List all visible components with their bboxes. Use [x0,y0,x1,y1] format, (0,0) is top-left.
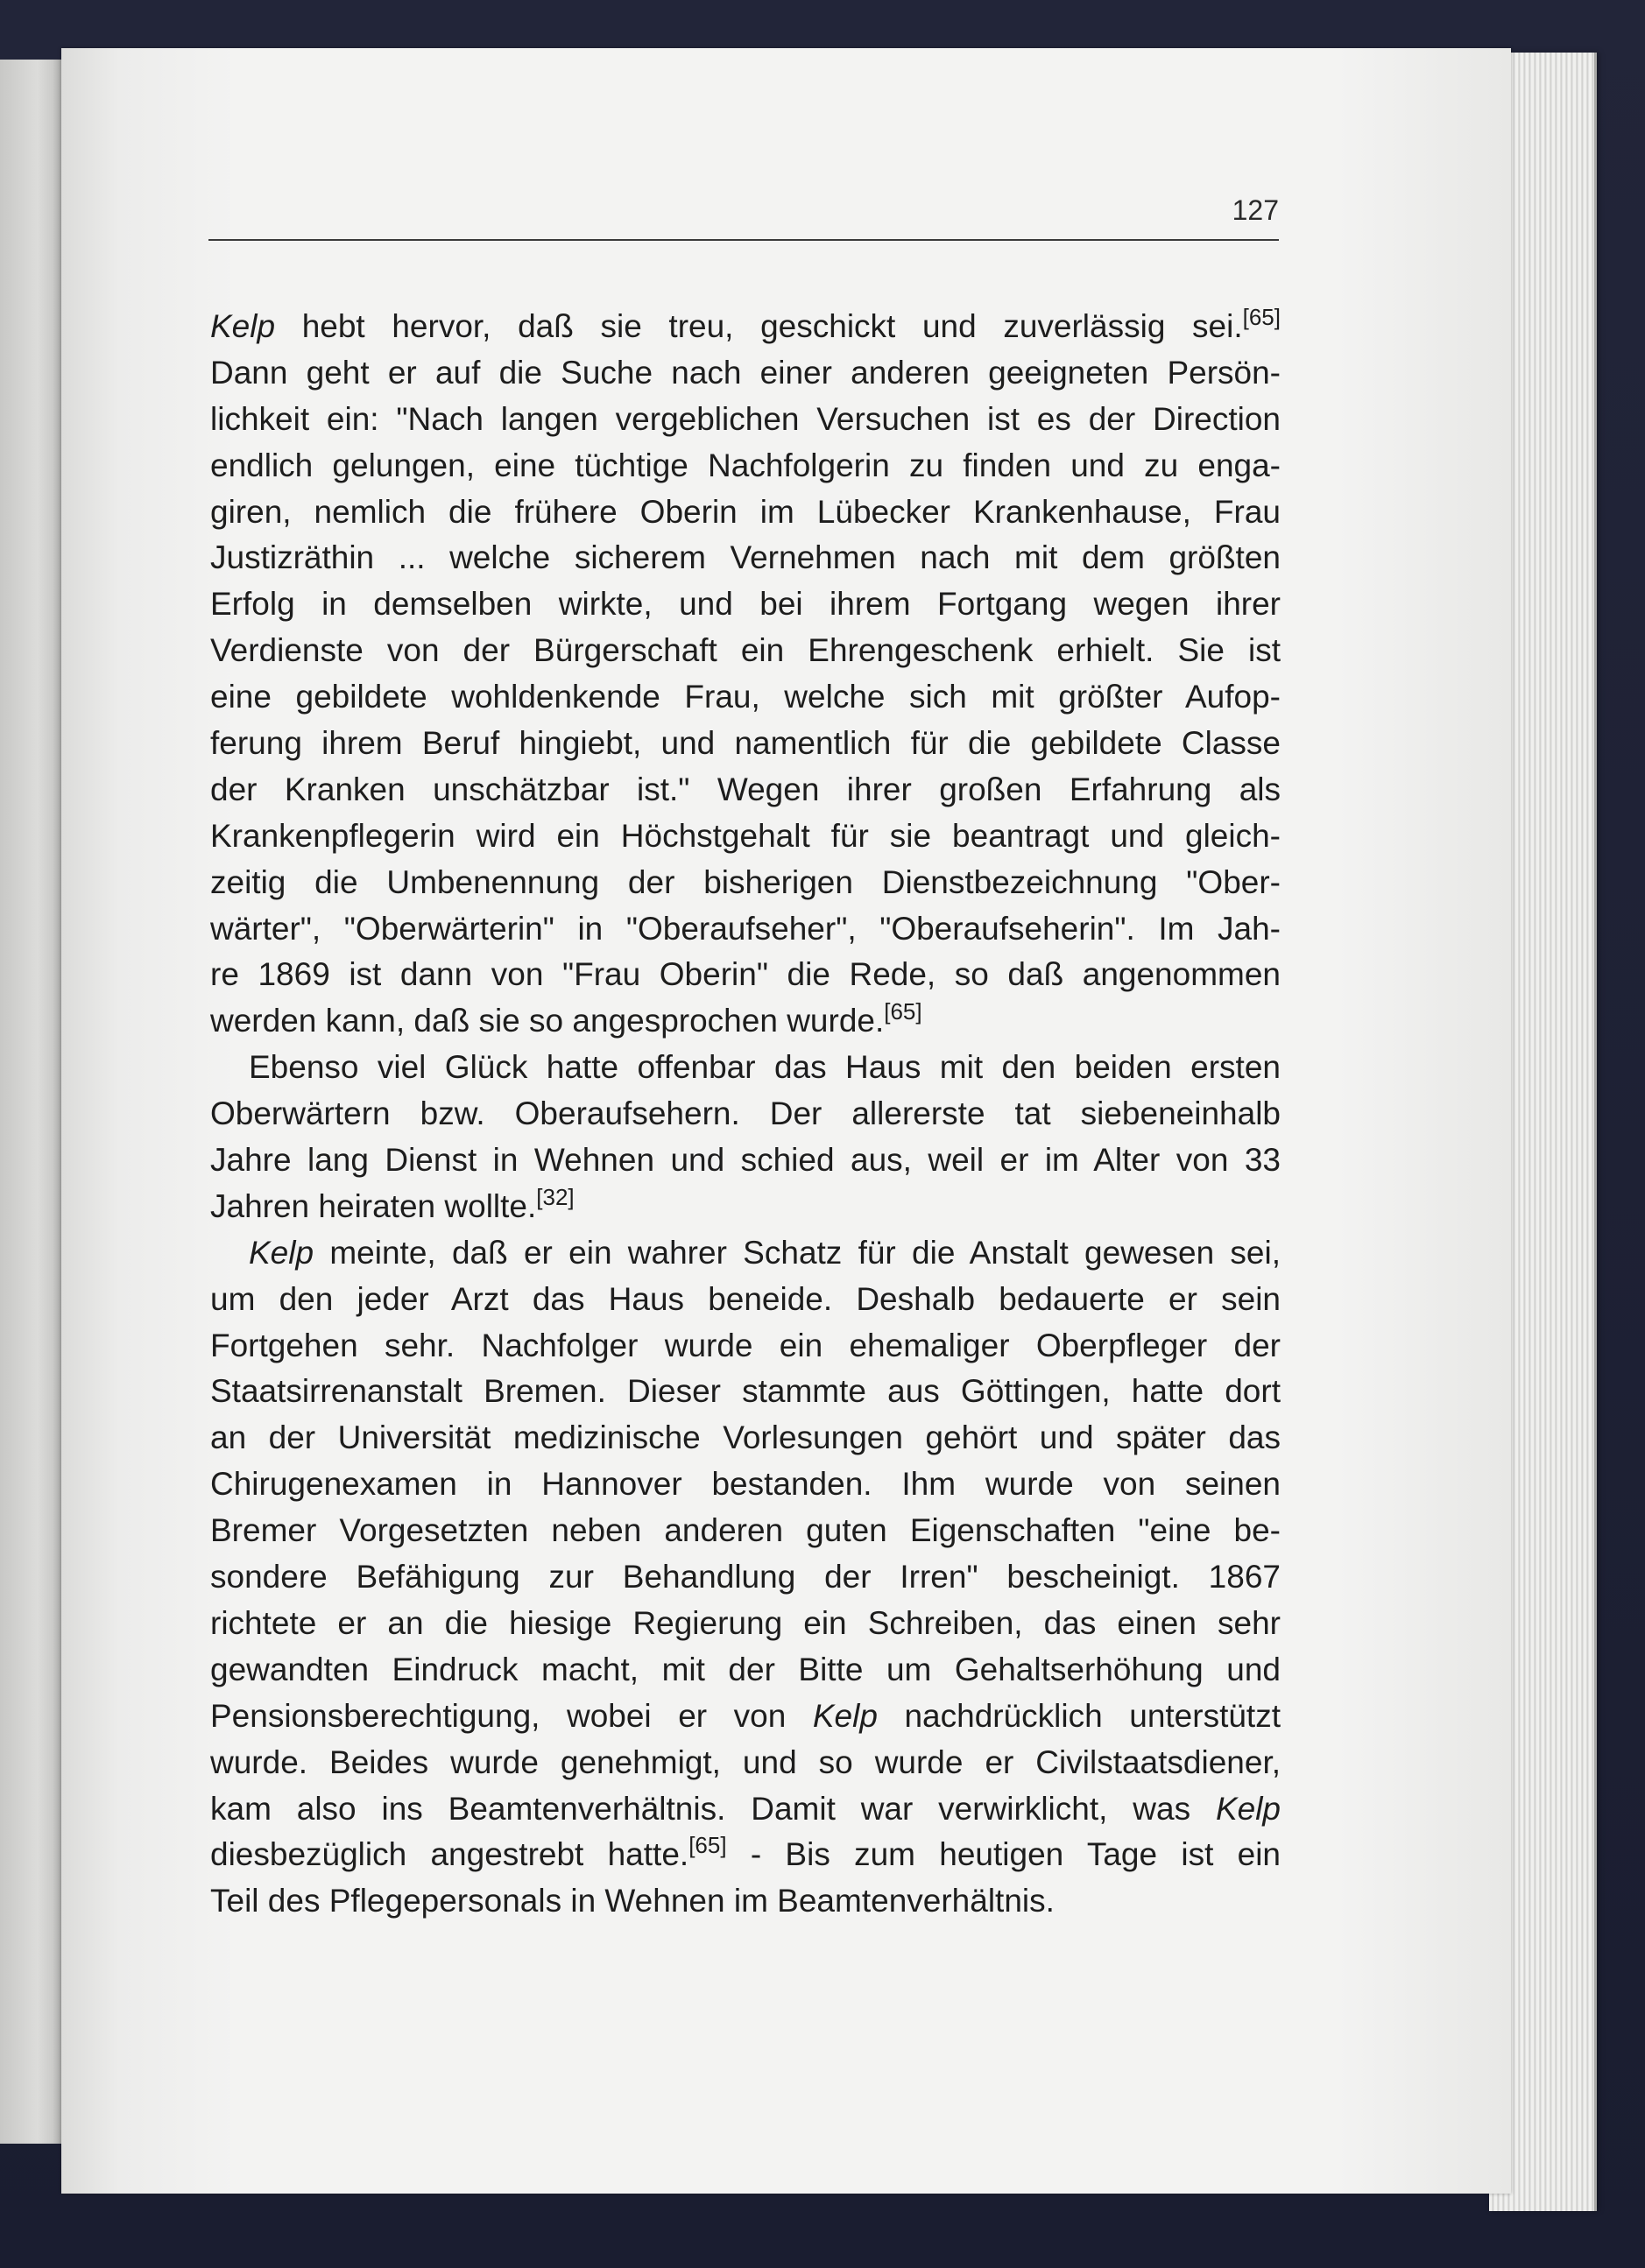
citation-ref: [65] [1242,304,1281,330]
text-span: Dann geht er auf die Suche nach einer anderen geeigneten Persön- [210,354,1281,391]
text-line [210,304,1281,350]
text-span: an der Universität medizinische Vorlesungen gehört und später das [210,1419,1281,1456]
text-line [210,1415,1281,1462]
text-line [210,443,1281,490]
text-line [210,952,1281,998]
text-line [210,674,1281,721]
text-span: Verdienste von der Bürgerschaft ein Ehrengeschenk erhielt. Sie ist [210,632,1281,669]
text-span: lichkeit ein: "Nach langen vergeblichen Versuchen ist es der Direction [210,400,1281,437]
text-span: Jahre lang Dienst in Wehnen und schied aus, weil er im Alter von 33 [210,1142,1281,1179]
text-span: werden kann, daß sie so angesprochen wurde. [210,1003,885,1039]
text-span: Pensionsberechtigung, wobei er von [210,1697,813,1734]
body-text [210,304,1281,1925]
text-span: Teil des Pflegepersonals in Wehnen im Beamtenverhältnis. [210,1883,1055,1919]
text-line [210,628,1281,674]
text-line [210,1601,1281,1647]
text-span: Staatsirrenanstalt Bremen. Dieser stammte aus Göttingen, hatte dort [210,1373,1281,1410]
text-line [210,860,1281,906]
text-span: Ebenso viel Glück hatte offenbar das Haus mit den beiden ersten [249,1049,1281,1086]
text-line [210,1091,1281,1138]
text-line [210,1878,1281,1925]
text-span: Chirugenexamen in Hannover bestanden. Ihm wurde von seinen [210,1466,1281,1503]
page-number: 127 [1232,194,1279,226]
author-name: Kelp [210,308,276,344]
text-span: re 1869 ist dann von "Frau Oberin" die Rede, so daß angenommen [210,956,1281,993]
text-line [210,397,1281,443]
text-span: sondere Befähigung zur Behandlung der Irren" bescheinigt. 1867 [210,1559,1281,1595]
text-line [210,1045,1281,1091]
text-span: endlich gelungen, eine tüchtige Nachfolgerin zu finden und zu enga- [210,447,1281,483]
text-span: der Kranken unschätzbar ist." Wegen ihrer großen Erfahrung als [210,771,1281,807]
text-line [210,1786,1281,1833]
text-span: wärter", "Oberwärterin" in "Oberaufseher", "Oberaufseherin". Im Jah- [210,910,1281,947]
text-line [210,1369,1281,1415]
author-name: Kelp [249,1234,314,1271]
text-span: zeitig die Umbenennung der bisherigen Dienstbezeichnung "Ober- [210,863,1281,900]
text-span: - Bis zum heutigen Tage ist ein [726,1836,1281,1873]
text-line [210,535,1281,581]
header-rule [208,239,1279,241]
text-span: richtete er an die hiesige Regierung ein Schreiben, das einen sehr [210,1604,1281,1641]
text-line [210,906,1281,953]
text-line [210,1462,1281,1508]
text-line [210,814,1281,860]
text-span: kam also ins Beamtenverhältnis. Damit war verwirklicht, was [210,1790,1216,1827]
text-line [210,1277,1281,1323]
text-span: diesbezüglich angestrebt hatte. [210,1836,689,1873]
text-line [210,1508,1281,1554]
author-name: Kelp [812,1697,878,1734]
text-span: Krankenpflegerin wird ein Höchstgehalt für sie beantragt und gleich- [210,817,1281,854]
text-span: Justizräthin ... welche sicherem Vernehmen nach mit dem größten [210,539,1281,576]
text-span: Fortgehen sehr. Nachfolger wurde ein ehemaliger Oberpfleger der [210,1327,1281,1363]
text-span: Erfolg in demselben wirkte, und bei ihrem Fortgang wegen ihrer [210,586,1281,623]
text-line [210,1184,1281,1230]
text-span: eine gebildete wohldenkende Frau, welche sich mit größter Aufop- [210,679,1281,715]
text-line [210,1694,1281,1740]
text-line [210,1740,1281,1786]
citation-ref: [32] [536,1183,575,1210]
text-line [210,1832,1281,1878]
text-line [210,1323,1281,1370]
text-span: um den jeder Arzt das Haus beneide. Deshalb bedauerte er sein [210,1280,1281,1317]
text-span: nachdrücklich unterstützt [877,1697,1281,1734]
citation-ref: [65] [688,1832,727,1859]
text-line [210,1554,1281,1601]
text-span: ferung ihrem Beruf hingiebt, und namentlich für die gebildete Classe [210,725,1281,762]
text-line [210,1138,1281,1184]
text-span: Jahren heiraten wollte. [210,1187,537,1224]
text-span: Oberwärtern bzw. Oberaufsehern. Der allererste tat siebeneinhalb [210,1095,1281,1132]
text-line [210,1647,1281,1694]
text-span: giren, nemlich die frühere Oberin im Lübecker Krankenhause, Frau [210,493,1281,530]
text-line [210,767,1281,814]
author-name: Kelp [1215,1790,1281,1827]
text-span: wurde. Beides wurde genehmigt, und so wurde er Civilstaatsdiener, [210,1743,1281,1780]
text-line [210,350,1281,397]
text-span: hebt hervor, daß sie treu, geschickt und zuverlässig sei. [275,308,1243,344]
text-line [210,1230,1281,1277]
citation-ref: [65] [884,998,922,1025]
text-span: gewandten Eindruck macht, mit der Bitte um Gehaltserhöhung und [210,1651,1281,1687]
text-line [210,721,1281,767]
text-line [210,581,1281,628]
text-line [210,998,1281,1045]
text-span: meinte, daß er ein wahrer Schatz für die Anstalt gewesen sei, [314,1234,1281,1271]
text-line [210,490,1281,536]
text-span: Bremer Vorgesetzten neben anderen guten Eigenschaften "eine be- [210,1512,1281,1549]
